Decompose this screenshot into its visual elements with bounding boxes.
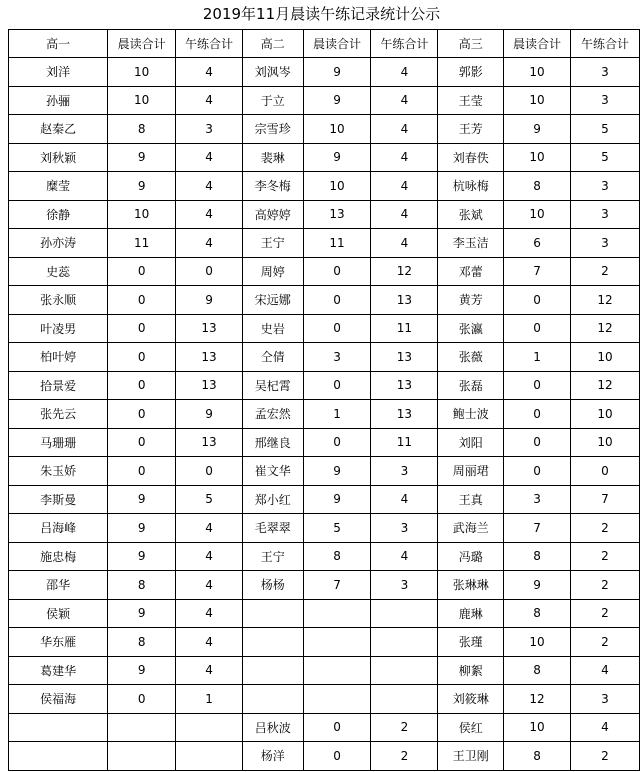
cell-grade3-morning-total: 9 [504, 571, 571, 600]
cell-grade3-name: 张磊 [438, 371, 504, 400]
cell-grade1-name: 徐静 [9, 200, 108, 229]
cell-grade3-noon-total: 3 [570, 58, 639, 87]
cell-grade2-name: 李冬梅 [242, 172, 303, 201]
cell-grade1-morning-total: 0 [108, 400, 176, 429]
cell-grade2-noon-total: 3 [371, 514, 438, 543]
cell-grade3-name: 王芳 [438, 115, 504, 144]
cell-grade1-morning-total: 10 [108, 58, 176, 87]
cell-grade3-morning-total: 9 [504, 115, 571, 144]
cell-grade1-morning-total: 0 [108, 314, 176, 343]
cell-grade2-noon-total: 4 [371, 115, 438, 144]
cell-grade2-noon-total: 11 [371, 314, 438, 343]
cell-grade3-name: 杭咏梅 [438, 172, 504, 201]
cell-grade1-name: 张先云 [9, 400, 108, 429]
cell-grade2-noon-total: 13 [371, 343, 438, 372]
table-row [9, 713, 640, 742]
table-row [9, 286, 640, 315]
header-grade1-noon-total: 午练合计 [176, 30, 243, 58]
cell-grade1-morning-total: 8 [108, 571, 176, 600]
cell-grade2-morning-total: 10 [303, 172, 371, 201]
cell-grade1-noon-total: 13 [176, 343, 243, 372]
cell-grade2-noon-total [371, 628, 438, 657]
cell-grade1-name: 吕海峰 [9, 514, 108, 543]
cell-grade3-noon-total: 7 [570, 485, 639, 514]
cell-grade3-morning-total: 10 [504, 143, 571, 172]
cell-grade1-morning-total: 0 [108, 257, 176, 286]
table-row [9, 457, 640, 486]
cell-grade3-noon-total: 3 [570, 200, 639, 229]
cell-grade2-name: 宋远娜 [242, 286, 303, 315]
table-row [9, 628, 640, 657]
cell-grade3-noon-total: 3 [570, 172, 639, 201]
cell-grade3-morning-total: 0 [504, 457, 571, 486]
cell-grade2-name [242, 599, 303, 628]
cell-grade3-name: 刘筱琳 [438, 685, 504, 714]
cell-grade1-noon-total: 4 [176, 514, 243, 543]
table-row [9, 86, 640, 115]
header-grade3-morning-total: 晨读合计 [504, 30, 571, 58]
cell-grade2-morning-total: 9 [303, 457, 371, 486]
cell-grade1-noon-total: 4 [176, 143, 243, 172]
cell-grade2-noon-total: 13 [371, 400, 438, 429]
cell-grade3-noon-total: 2 [570, 628, 639, 657]
cell-grade1-name: 赵秦乙 [9, 115, 108, 144]
cell-grade1-noon-total: 5 [176, 485, 243, 514]
header-grade2-noon-total: 午练合计 [371, 30, 438, 58]
cell-grade3-name: 冯璐 [438, 542, 504, 571]
cell-grade3-noon-total: 5 [570, 143, 639, 172]
cell-grade3-morning-total: 10 [504, 58, 571, 87]
cell-grade1-noon-total: 9 [176, 286, 243, 315]
cell-grade1-morning-total: 0 [108, 457, 176, 486]
cell-grade3-noon-total: 2 [570, 542, 639, 571]
cell-grade1-name [9, 742, 108, 771]
cell-grade1-noon-total: 13 [176, 371, 243, 400]
cell-grade2-name: 于立 [242, 86, 303, 115]
cell-grade1-morning-total: 9 [108, 485, 176, 514]
cell-grade3-noon-total: 2 [570, 742, 639, 771]
cell-grade2-morning-total: 3 [303, 343, 371, 372]
cell-grade3-name: 柳絮 [438, 656, 504, 685]
cell-grade3-morning-total: 10 [504, 200, 571, 229]
cell-grade2-morning-total: 10 [303, 115, 371, 144]
cell-grade1-morning-total: 9 [108, 542, 176, 571]
cell-grade3-morning-total: 10 [504, 628, 571, 657]
cell-grade1-noon-total: 4 [176, 58, 243, 87]
cell-grade3-noon-total: 2 [570, 514, 639, 543]
cell-grade1-morning-total: 0 [108, 685, 176, 714]
cell-grade3-noon-total: 0 [570, 457, 639, 486]
cell-grade1-name: 拾景爱 [9, 371, 108, 400]
cell-grade3-name: 李玉洁 [438, 229, 504, 258]
cell-grade2-morning-total: 0 [303, 742, 371, 771]
cell-grade1-noon-total: 3 [176, 115, 243, 144]
cell-grade2-morning-total: 0 [303, 371, 371, 400]
cell-grade3-name: 王卫刚 [438, 742, 504, 771]
cell-grade1-morning-total: 9 [108, 514, 176, 543]
table-row [9, 314, 640, 343]
cell-grade2-name: 郑小红 [242, 485, 303, 514]
table-row [9, 343, 640, 372]
cell-grade1-noon-total: 0 [176, 457, 243, 486]
table-row [9, 257, 640, 286]
table-row [9, 172, 640, 201]
cell-grade3-name: 武海兰 [438, 514, 504, 543]
cell-grade2-noon-total [371, 685, 438, 714]
cell-grade2-noon-total: 4 [371, 485, 438, 514]
table-row [9, 542, 640, 571]
cell-grade3-morning-total: 6 [504, 229, 571, 258]
cell-grade2-morning-total: 9 [303, 485, 371, 514]
cell-grade2-name: 崔文华 [242, 457, 303, 486]
cell-grade1-name: 孙骊 [9, 86, 108, 115]
cell-grade2-noon-total: 4 [371, 542, 438, 571]
cell-grade2-morning-total: 9 [303, 143, 371, 172]
cell-grade3-morning-total: 7 [504, 514, 571, 543]
cell-grade1-morning-total: 8 [108, 115, 176, 144]
cell-grade2-morning-total [303, 599, 371, 628]
cell-grade3-name: 张瀛 [438, 314, 504, 343]
cell-grade2-morning-total: 5 [303, 514, 371, 543]
cell-grade1-noon-total: 9 [176, 400, 243, 429]
cell-grade2-name: 王宁 [242, 229, 303, 258]
cell-grade3-morning-total: 10 [504, 713, 571, 742]
table-row [9, 115, 640, 144]
cell-grade1-noon-total: 4 [176, 571, 243, 600]
cell-grade1-name: 侯颖 [9, 599, 108, 628]
table-row [9, 514, 640, 543]
cell-grade2-morning-total [303, 656, 371, 685]
cell-grade1-noon-total: 4 [176, 200, 243, 229]
cell-grade1-morning-total: 11 [108, 229, 176, 258]
table-row [9, 229, 640, 258]
cell-grade1-noon-total: 4 [176, 656, 243, 685]
cell-grade1-name: 张永顺 [9, 286, 108, 315]
cell-grade2-noon-total: 4 [371, 172, 438, 201]
cell-grade1-morning-total: 0 [108, 286, 176, 315]
cell-grade2-morning-total: 0 [303, 257, 371, 286]
cell-grade3-name: 刘阳 [438, 428, 504, 457]
cell-grade1-morning-total: 0 [108, 428, 176, 457]
cell-grade2-name: 刘沨岑 [242, 58, 303, 87]
cell-grade2-morning-total: 0 [303, 314, 371, 343]
cell-grade3-morning-total: 0 [504, 314, 571, 343]
cell-grade2-noon-total: 4 [371, 143, 438, 172]
cell-grade1-morning-total: 8 [108, 628, 176, 657]
cell-grade1-noon-total: 4 [176, 628, 243, 657]
cell-grade2-name: 吴杞霄 [242, 371, 303, 400]
table-row [9, 485, 640, 514]
cell-grade3-name: 刘春佚 [438, 143, 504, 172]
cell-grade3-noon-total: 3 [570, 86, 639, 115]
table-row [9, 685, 640, 714]
cell-grade1-name: 史蕊 [9, 257, 108, 286]
cell-grade1-name: 刘洋 [9, 58, 108, 87]
header-grade1-name: 高一 [9, 30, 108, 58]
cell-grade3-name: 侯红 [438, 713, 504, 742]
cell-grade1-name: 刘秋颖 [9, 143, 108, 172]
cell-grade3-noon-total: 4 [570, 656, 639, 685]
cell-grade3-morning-total: 8 [504, 742, 571, 771]
cell-grade2-noon-total: 3 [371, 571, 438, 600]
cell-grade3-noon-total: 2 [570, 599, 639, 628]
page-title: 2019年11月晨读午练记录统计公示 [202, 5, 441, 23]
cell-grade1-name [9, 713, 108, 742]
header-grade2-morning-total: 晨读合计 [303, 30, 371, 58]
table-row [9, 571, 640, 600]
cell-grade3-name: 王真 [438, 485, 504, 514]
cell-grade1-name: 华东雁 [9, 628, 108, 657]
cell-grade2-morning-total: 0 [303, 713, 371, 742]
cell-grade2-noon-total: 11 [371, 428, 438, 457]
cell-grade1-name: 侯福海 [9, 685, 108, 714]
cell-grade1-morning-total: 9 [108, 143, 176, 172]
cell-grade1-name: 邵华 [9, 571, 108, 600]
cell-grade3-noon-total: 12 [570, 371, 639, 400]
cell-grade2-name: 孟宏然 [242, 400, 303, 429]
table-row [9, 58, 640, 87]
cell-grade3-morning-total: 0 [504, 286, 571, 315]
header-grade2-name: 高二 [242, 30, 303, 58]
cell-grade1-noon-total [176, 713, 243, 742]
table-row [9, 143, 640, 172]
cell-grade2-morning-total: 8 [303, 542, 371, 571]
cell-grade3-noon-total: 10 [570, 428, 639, 457]
cell-grade2-noon-total: 2 [371, 713, 438, 742]
cell-grade3-name: 黄芳 [438, 286, 504, 315]
cell-grade1-noon-total: 4 [176, 172, 243, 201]
cell-grade3-name: 张斌 [438, 200, 504, 229]
cell-grade1-morning-total: 0 [108, 371, 176, 400]
cell-grade1-morning-total: 9 [108, 656, 176, 685]
cell-grade3-noon-total: 2 [570, 571, 639, 600]
cell-grade2-morning-total: 9 [303, 86, 371, 115]
table-row [9, 371, 640, 400]
cell-grade1-noon-total: 4 [176, 542, 243, 571]
cell-grade2-name: 邢继良 [242, 428, 303, 457]
cell-grade2-noon-total: 13 [371, 371, 438, 400]
cell-grade2-morning-total: 0 [303, 286, 371, 315]
cell-grade1-morning-total: 10 [108, 200, 176, 229]
cell-grade3-noon-total: 3 [570, 229, 639, 258]
cell-grade2-name: 高婷婷 [242, 200, 303, 229]
cell-grade1-noon-total: 0 [176, 257, 243, 286]
cell-grade3-morning-total: 0 [504, 428, 571, 457]
cell-grade2-name: 王宁 [242, 542, 303, 571]
cell-grade3-morning-total: 8 [504, 599, 571, 628]
cell-grade3-name: 王莹 [438, 86, 504, 115]
cell-grade2-noon-total: 4 [371, 200, 438, 229]
cell-grade2-noon-total: 4 [371, 58, 438, 87]
cell-grade2-name: 杨杨 [242, 571, 303, 600]
cell-grade2-name: 杨洋 [242, 742, 303, 771]
cell-grade3-noon-total: 10 [570, 343, 639, 372]
cell-grade3-morning-total: 7 [504, 257, 571, 286]
cell-grade3-name: 郭影 [438, 58, 504, 87]
cell-grade1-name: 施忠梅 [9, 542, 108, 571]
cell-grade1-morning-total [108, 742, 176, 771]
cell-grade2-name: 宗雪珍 [242, 115, 303, 144]
cell-grade1-morning-total [108, 713, 176, 742]
cell-grade1-noon-total: 4 [176, 599, 243, 628]
cell-grade2-noon-total: 13 [371, 286, 438, 315]
cell-grade3-noon-total: 12 [570, 286, 639, 315]
cell-grade2-morning-total [303, 628, 371, 657]
cell-grade3-morning-total: 8 [504, 172, 571, 201]
cell-grade1-noon-total: 4 [176, 86, 243, 115]
cell-grade1-morning-total: 0 [108, 343, 176, 372]
cell-grade2-name [242, 685, 303, 714]
cell-grade1-name: 葛建华 [9, 656, 108, 685]
cell-grade2-noon-total: 4 [371, 86, 438, 115]
cell-grade2-name [242, 656, 303, 685]
cell-grade3-noon-total: 4 [570, 713, 639, 742]
cell-grade2-name [242, 628, 303, 657]
cell-grade3-morning-total: 8 [504, 542, 571, 571]
cell-grade2-noon-total [371, 599, 438, 628]
attendance-table [8, 29, 640, 771]
cell-grade1-noon-total: 4 [176, 229, 243, 258]
cell-grade1-morning-total: 9 [108, 599, 176, 628]
cell-grade2-morning-total: 0 [303, 428, 371, 457]
cell-grade3-morning-total: 8 [504, 656, 571, 685]
cell-grade1-name: 糜莹 [9, 172, 108, 201]
cell-grade3-morning-total: 3 [504, 485, 571, 514]
cell-grade2-noon-total [371, 656, 438, 685]
cell-grade3-name: 张琳琳 [438, 571, 504, 600]
cell-grade1-name: 柏叶婷 [9, 343, 108, 372]
cell-grade1-morning-total: 9 [108, 172, 176, 201]
header-grade1-morning-total: 晨读合计 [108, 30, 176, 58]
cell-grade2-morning-total: 13 [303, 200, 371, 229]
cell-grade2-morning-total: 1 [303, 400, 371, 429]
cell-grade2-noon-total: 4 [371, 229, 438, 258]
cell-grade2-name: 裴琳 [242, 143, 303, 172]
cell-grade3-morning-total: 0 [504, 371, 571, 400]
cell-grade3-morning-total: 1 [504, 343, 571, 372]
table-header-row [9, 30, 640, 58]
cell-grade3-morning-total: 10 [504, 86, 571, 115]
cell-grade2-name: 周婷 [242, 257, 303, 286]
cell-grade1-noon-total: 13 [176, 314, 243, 343]
cell-grade1-morning-total: 10 [108, 86, 176, 115]
cell-grade2-name: 史岩 [242, 314, 303, 343]
cell-grade3-name: 张瑾 [438, 628, 504, 657]
table-row [9, 656, 640, 685]
table-row [9, 742, 640, 771]
cell-grade2-noon-total: 3 [371, 457, 438, 486]
cell-grade2-morning-total: 9 [303, 58, 371, 87]
cell-grade3-name: 鹿琳 [438, 599, 504, 628]
header-grade3-noon-total: 午练合计 [570, 30, 639, 58]
cell-grade3-noon-total: 10 [570, 400, 639, 429]
cell-grade3-noon-total: 12 [570, 314, 639, 343]
cell-grade2-noon-total: 12 [371, 257, 438, 286]
cell-grade1-noon-total: 13 [176, 428, 243, 457]
cell-grade1-name: 朱玉娇 [9, 457, 108, 486]
table-row [9, 200, 640, 229]
cell-grade2-morning-total: 7 [303, 571, 371, 600]
table-row [9, 428, 640, 457]
cell-grade1-name: 叶凌男 [9, 314, 108, 343]
cell-grade3-name: 鲍士波 [438, 400, 504, 429]
cell-grade3-name: 周丽珺 [438, 457, 504, 486]
cell-grade2-morning-total [303, 685, 371, 714]
cell-grade2-name: 仝倩 [242, 343, 303, 372]
cell-grade1-name: 马珊珊 [9, 428, 108, 457]
cell-grade3-name: 张薇 [438, 343, 504, 372]
cell-grade2-name: 吕秋波 [242, 713, 303, 742]
header-grade3-name: 高三 [438, 30, 504, 58]
table-row [9, 400, 640, 429]
cell-grade3-morning-total: 12 [504, 685, 571, 714]
cell-grade1-noon-total: 1 [176, 685, 243, 714]
cell-grade1-name: 孙亦涛 [9, 229, 108, 258]
cell-grade3-name: 邓蕾 [438, 257, 504, 286]
cell-grade1-name: 李斯曼 [9, 485, 108, 514]
cell-grade3-noon-total: 2 [570, 257, 639, 286]
cell-grade2-morning-total: 11 [303, 229, 371, 258]
cell-grade2-noon-total: 2 [371, 742, 438, 771]
cell-grade2-name: 毛翠翠 [242, 514, 303, 543]
cell-grade3-morning-total: 0 [504, 400, 571, 429]
table-row [9, 599, 640, 628]
cell-grade3-noon-total: 5 [570, 115, 639, 144]
cell-grade1-noon-total [176, 742, 243, 771]
cell-grade3-noon-total: 3 [570, 685, 639, 714]
